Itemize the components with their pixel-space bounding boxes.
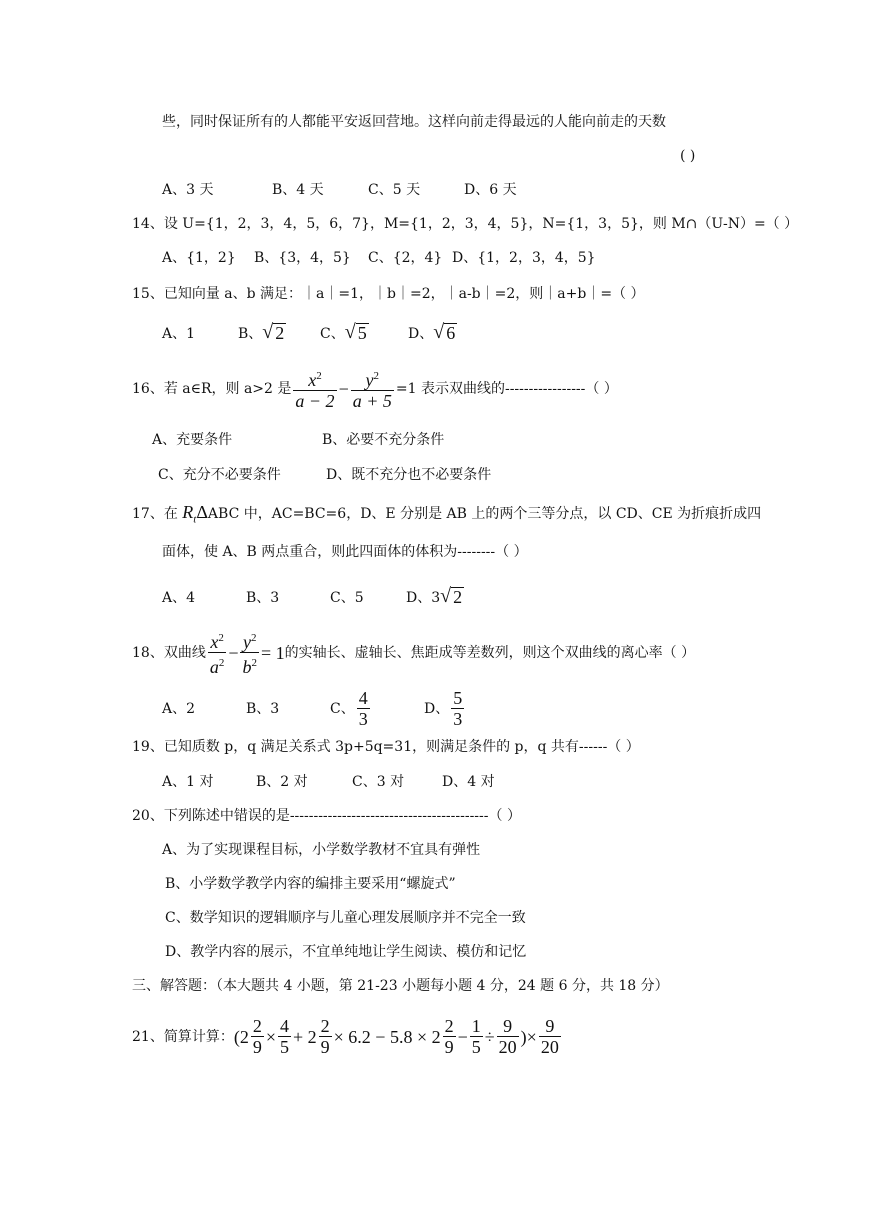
divide-sign: ÷ — [484, 1026, 495, 1047]
question-16 — [132, 366, 618, 411]
option-d — [406, 586, 464, 608]
denominator: 3 — [358, 709, 368, 729]
question-15-options — [162, 322, 457, 344]
fraction-9-20 — [497, 1016, 519, 1057]
denominator: 9 — [320, 1037, 330, 1057]
question-20-option-c: C、数学知识的逻辑顺序与儿童心理发展顺序并不完全一致 — [165, 910, 526, 926]
option-d-label: D、 — [424, 700, 450, 717]
fraction-4-5 — [278, 1016, 291, 1057]
option-b: B、4 天 — [272, 182, 324, 198]
var-x: x — [210, 632, 219, 652]
option-a: A、{1，2} — [162, 250, 236, 266]
radicand: 2 — [275, 323, 285, 343]
numerator: 4 — [358, 688, 368, 708]
question-20-option-b: B、小学数学教学内容的编排主要采用“螺旋式” — [165, 876, 456, 892]
fraction-x2-over-a-minus-2 — [293, 366, 336, 411]
numerator: 9 — [497, 1016, 519, 1037]
delta-symbol: Δ — [196, 502, 208, 522]
answer-bracket: ( ) — [680, 148, 696, 164]
option-c-label: C、 — [320, 326, 345, 342]
fraction-2-9 — [319, 1016, 332, 1057]
option-a: A、2 — [162, 700, 196, 717]
question-16-prefix: 16、若 a∈R，则 a>2 是 — [132, 380, 292, 397]
right-triangle-symbol — [182, 502, 197, 526]
numerator: 5 — [453, 688, 463, 708]
radicand: 2 — [453, 587, 463, 607]
option-c: C、{2，4} — [368, 250, 443, 266]
option-d: D、既不充分也不必要条件 — [326, 467, 492, 483]
fraction-9-20 — [539, 1016, 561, 1057]
fraction-1-5 — [470, 1016, 483, 1057]
exponent: 2 — [316, 370, 322, 382]
exponent: 2 — [250, 632, 257, 644]
denominator: 20 — [498, 1037, 517, 1057]
option-b — [238, 322, 320, 344]
option-c: C、5 天 — [368, 182, 421, 198]
fraction-5-3 — [451, 688, 464, 729]
option-d-label: D、3 — [406, 590, 441, 606]
option-c — [320, 322, 408, 344]
option-a: A、充要条件 — [152, 432, 233, 448]
exponent: 2 — [251, 657, 257, 669]
question-20: 20、下列陈述中错误的是------------------------------------------（ ） — [132, 808, 521, 824]
var-y: y — [365, 370, 374, 390]
fraction-y2-over-b2 — [240, 628, 259, 677]
option-c: C、3 对 — [352, 774, 405, 790]
denominator: a − 2 — [295, 391, 335, 411]
fraction-2-9 — [251, 1016, 264, 1057]
option-d: D、{1，2，3，4，5} — [452, 250, 596, 266]
section-3-heading: 三、解答题：（本大题共 4 小题，第 21-23 小题每小题 4 分，24 题 6 分，共 18 分） — [132, 978, 669, 994]
plus-2: + 2 — [292, 1026, 317, 1047]
numerator: 2 — [444, 1016, 454, 1036]
question-17-rest: ABC 中，AC=BC=6，D、E 分别是 AB 上的两个三等分点，以 CD、CE 为折痕折成四 — [207, 506, 762, 522]
option-a: A、4 — [162, 590, 196, 606]
question-18 — [132, 628, 695, 677]
sqrt-5: √ 5 — [344, 321, 367, 343]
denominator: a + 5 — [352, 391, 392, 411]
radicand: 6 — [446, 323, 456, 343]
numerator: 2 — [320, 1016, 330, 1036]
minus-sign: − — [457, 1026, 468, 1047]
fraction-2-9 — [443, 1016, 456, 1057]
denominator: 5 — [471, 1037, 481, 1057]
var-b: b — [242, 657, 252, 677]
option-b: B、2 对 — [256, 774, 308, 790]
question-13-options — [162, 180, 517, 200]
option-a: A、1 — [162, 326, 196, 342]
subscript-t: t — [193, 513, 197, 526]
exponent: 2 — [373, 370, 380, 382]
option-c-label: C、 — [330, 700, 355, 717]
numerator: 9 — [539, 1016, 561, 1037]
denominator: 9 — [252, 1037, 262, 1057]
question-15: 15、已知向量 a、b 满足：｜a｜=1，｜b｜=2，｜a-b｜=2，则｜a+b｜=（ ） — [132, 286, 645, 302]
minus-sign: − — [338, 378, 349, 399]
times-sign: × — [265, 1026, 276, 1047]
denominator: 20 — [540, 1037, 559, 1057]
option-c — [330, 688, 424, 729]
question-17-options — [162, 586, 464, 608]
exponent: 2 — [218, 657, 225, 669]
var-y: y — [242, 632, 251, 652]
equals-one: = 1 — [260, 642, 285, 663]
question-18-suffix: 的实轴长、虚轴长、焦距成等差数列，则这个双曲线的离心率（ ） — [284, 644, 696, 661]
option-b: B、3 — [246, 590, 280, 606]
option-d — [424, 688, 466, 729]
option-d-label: D、 — [408, 326, 434, 342]
var-R: R — [182, 502, 194, 522]
fraction-y2-over-a-plus-5 — [351, 366, 394, 411]
question-20-option-a: A、为了实现课程目标，小学数学教材不宜具有弹性 — [162, 842, 481, 858]
var-a: a — [209, 657, 219, 677]
sqrt-6: √ 6 — [433, 321, 456, 343]
option-d: D、6 天 — [464, 182, 517, 198]
question-16-options-row2 — [158, 465, 491, 485]
option-d: D、4 对 — [442, 774, 495, 790]
fraction-4-3 — [357, 688, 370, 729]
option-c: C、5 — [330, 590, 364, 606]
var-x: x — [308, 370, 317, 390]
denominator: 3 — [453, 709, 463, 729]
option-b: B、3 — [246, 700, 280, 717]
question-13-continuation: 些，同时保证所有的人都能平安返回营地。这样向前走得最远的人能向前走的天数 — [162, 114, 666, 130]
question-14: 14、设 U={1，2，3，4，5，6，7}，M={1，2，3，4，5}，N={1，3，5}，则 M∩（U-N）=（ ） — [132, 216, 799, 232]
option-b: B、{3，4，5} — [254, 250, 351, 266]
minus-sign: − — [228, 642, 239, 663]
open-paren-2: (2 — [233, 1026, 249, 1047]
radicand: 5 — [357, 323, 367, 343]
numerator: 4 — [279, 1016, 289, 1036]
sqrt-2: √ 2 — [262, 321, 285, 343]
question-14-options — [162, 248, 596, 268]
question-21-prefix: 21、简算计算： — [132, 1028, 234, 1045]
question-18-options — [162, 688, 466, 729]
question-16-options-row1 — [152, 430, 444, 450]
question-17-line2: 面体，使 A、B 两点重合，则此四面体的体积为--------（ ） — [162, 544, 528, 560]
option-b-label: B、 — [238, 326, 263, 342]
option-a: A、1 对 — [162, 774, 214, 790]
question-16-suffix: =1 表示双曲线的-----------------（ ） — [395, 380, 618, 397]
option-d — [408, 322, 457, 344]
option-a: A、3 天 — [162, 182, 214, 198]
exponent: 2 — [218, 632, 224, 644]
option-c: C、充分不必要条件 — [158, 467, 281, 483]
question-20-option-d: D、教学内容的展示，不宜单纯地让学生阅读、模仿和记忆 — [165, 944, 527, 960]
expression-middle: × 6.2 − 5.8 × 2 — [333, 1026, 441, 1047]
denominator: 5 — [279, 1037, 289, 1057]
sqrt-2: √ 2 — [440, 585, 463, 607]
question-17 — [132, 502, 761, 530]
numerator: 1 — [471, 1016, 481, 1036]
question-17-prefix: 17、在 — [132, 506, 178, 522]
question-21 — [132, 1016, 563, 1057]
question-18-prefix: 18、双曲线 — [132, 644, 206, 661]
question-19-options — [162, 772, 495, 792]
denominator: 9 — [444, 1037, 454, 1057]
fraction-x2-over-a2 — [208, 628, 227, 677]
close-paren-times: )× — [520, 1026, 537, 1047]
numerator: 2 — [252, 1016, 262, 1036]
option-b: B、必要不充分条件 — [322, 432, 445, 448]
question-19: 19、已知质数 p，q 满足关系式 3p+5q=31，则满足条件的 p，q 共有------（ ） — [132, 739, 640, 755]
